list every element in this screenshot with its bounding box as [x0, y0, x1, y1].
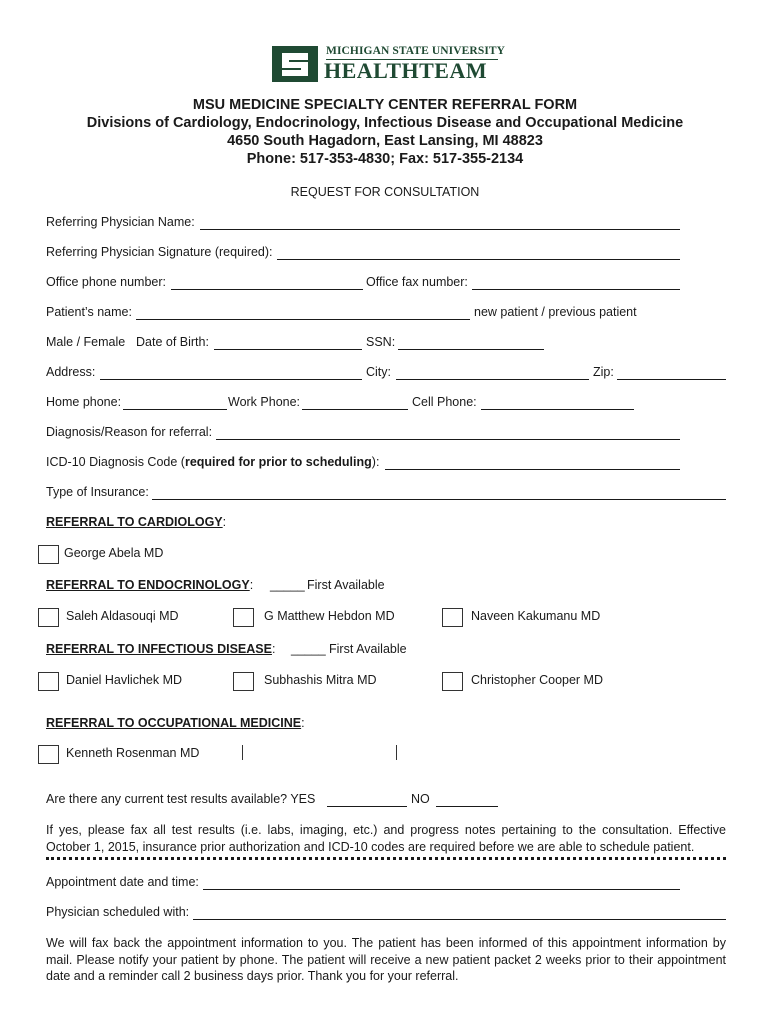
checkbox-rosenman[interactable]	[38, 745, 59, 764]
empty-slot-divider	[396, 745, 397, 760]
doctor-kakumanu: Naveen Kakumanu MD	[471, 609, 601, 623]
doctor-rosenman: Kenneth Rosenman MD	[66, 746, 200, 760]
patient-status-options[interactable]: new patient / previous patient	[474, 305, 637, 319]
id-first-available-blank[interactable]: _____	[291, 642, 326, 656]
test-results-question: Are there any current test results available? YES	[46, 792, 316, 806]
divisions-line: Divisions of Cardiology, Endocrinology, Infectious Disease and Occupational Medicine	[86, 115, 684, 131]
test-results-instructions: If yes, please fax all test results (i.e. labs, imaging, etc.) and progress notes pertaining to the consultation. Effective October 1, 2015, insurance prior authorization and ICD-10 codes are required before we are able to schedule patient.	[46, 823, 726, 854]
checkbox-aldasouqi[interactable]	[38, 608, 59, 627]
dob-field[interactable]	[214, 349, 362, 350]
doctor-havlichek: Daniel Havlichek MD	[66, 673, 183, 687]
address-field[interactable]	[100, 379, 362, 380]
office-use-separator	[46, 857, 726, 860]
doctor-aldasouqi: Saleh Aldasouqi MD	[66, 609, 179, 623]
checkbox-abela[interactable]	[38, 545, 59, 564]
doctor-hebdon: G Matthew Hebdon MD	[264, 609, 395, 623]
patient-name-field[interactable]	[136, 319, 470, 320]
city-field[interactable]	[396, 379, 589, 380]
office-fax-label: Office fax number:	[366, 275, 468, 289]
zip-field[interactable]	[617, 379, 726, 380]
office-fax-field[interactable]	[472, 289, 680, 290]
home-phone-label: Home phone:	[46, 395, 122, 409]
logo-top-text: MICHIGAN STATE UNIVERSITY	[326, 45, 506, 57]
ssn-field[interactable]	[398, 349, 544, 350]
doctor-mitra: Subhashis Mitra MD	[264, 673, 377, 687]
office-phone-label: Office phone number:	[46, 275, 166, 289]
id-first-available-label: First Available	[329, 642, 407, 656]
referring-physician-name-field[interactable]	[200, 229, 680, 230]
checkbox-mitra[interactable]	[233, 672, 254, 691]
msu-s-icon	[272, 46, 318, 82]
yes-field[interactable]	[327, 806, 407, 807]
diagnosis-field[interactable]	[216, 439, 680, 440]
icd10-label: ICD-10 Diagnosis Code (required for prior to scheduling):	[46, 455, 380, 469]
endo-first-available-label: First Available	[307, 578, 385, 592]
cell-phone-field[interactable]	[481, 409, 634, 410]
appointment-field[interactable]	[203, 889, 680, 890]
request-heading: REQUEST FOR CONSULTATION	[290, 185, 480, 199]
referring-physician-signature-field[interactable]	[277, 259, 680, 260]
logo-bottom-text: HEALTHTEAM	[324, 58, 488, 83]
sex-options[interactable]: Male / Female	[46, 335, 126, 349]
address-line: 4650 South Hagadorn, East Lansing, MI 48823	[227, 133, 543, 149]
endo-first-available-blank[interactable]: _____	[270, 578, 305, 592]
checkbox-hebdon[interactable]	[233, 608, 254, 627]
closing-paragraph: We will fax back the appointment information to you. The patient has been informed of this appointment information by mail. Please notify your patient by phone. The patient will receive a new patient packet 2 weeks prior to their appointment date and a reminder call 2 business days prior. Thank you for your referral.	[46, 936, 726, 983]
diagnosis-label: Diagnosis/Reason for referral:	[46, 425, 213, 439]
occupational-heading: REFERRAL TO OCCUPATIONAL MEDICINE:	[46, 716, 305, 730]
city-label: City:	[366, 365, 391, 379]
dob-label: Date of Birth:	[136, 335, 209, 349]
checkbox-kakumanu[interactable]	[442, 608, 463, 627]
work-phone-field[interactable]	[302, 409, 408, 410]
doctor-abela: George Abela MD	[64, 546, 164, 560]
cardiology-heading: REFERRAL TO CARDIOLOGY:	[46, 515, 227, 529]
form-title: MSU MEDICINE SPECIALTY CENTER REFERRAL FORM	[192, 97, 578, 113]
ssn-label: SSN:	[366, 335, 396, 349]
work-phone-label: Work Phone:	[228, 395, 301, 409]
appointment-label: Appointment date and time:	[46, 875, 199, 889]
infectious-heading: REFERRAL TO INFECTIOUS DISEASE:	[46, 642, 276, 656]
address-label: Address:	[46, 365, 96, 379]
zip-label: Zip:	[593, 365, 614, 379]
office-phone-field[interactable]	[171, 289, 363, 290]
patient-name-label: Patient’s name:	[46, 305, 132, 319]
checkbox-cooper[interactable]	[442, 672, 463, 691]
physician-scheduled-field[interactable]	[193, 919, 726, 920]
physician-scheduled-label: Physician scheduled with:	[46, 905, 190, 919]
insurance-label: Type of Insurance:	[46, 485, 149, 499]
insurance-field[interactable]	[152, 499, 726, 500]
checkbox-havlichek[interactable]	[38, 672, 59, 691]
cell-phone-label: Cell Phone:	[412, 395, 477, 409]
home-phone-field[interactable]	[123, 409, 227, 410]
no-label: NO	[411, 792, 430, 806]
endocrinology-heading: REFERRAL TO ENDOCRINOLOGY:	[46, 578, 254, 592]
doctor-cooper: Christopher Cooper MD	[471, 673, 603, 687]
icd10-required-note: required for prior to scheduling	[184, 455, 372, 469]
icd10-field[interactable]	[385, 469, 680, 470]
phone-line: Phone: 517-353-4830; Fax: 517-355-2134	[246, 151, 524, 167]
no-field[interactable]	[436, 806, 498, 807]
empty-slot-divider	[242, 745, 243, 760]
referring-physician-signature-label: Referring Physician Signature (required):	[46, 245, 273, 259]
referring-physician-name-label: Referring Physician Name:	[46, 215, 195, 229]
